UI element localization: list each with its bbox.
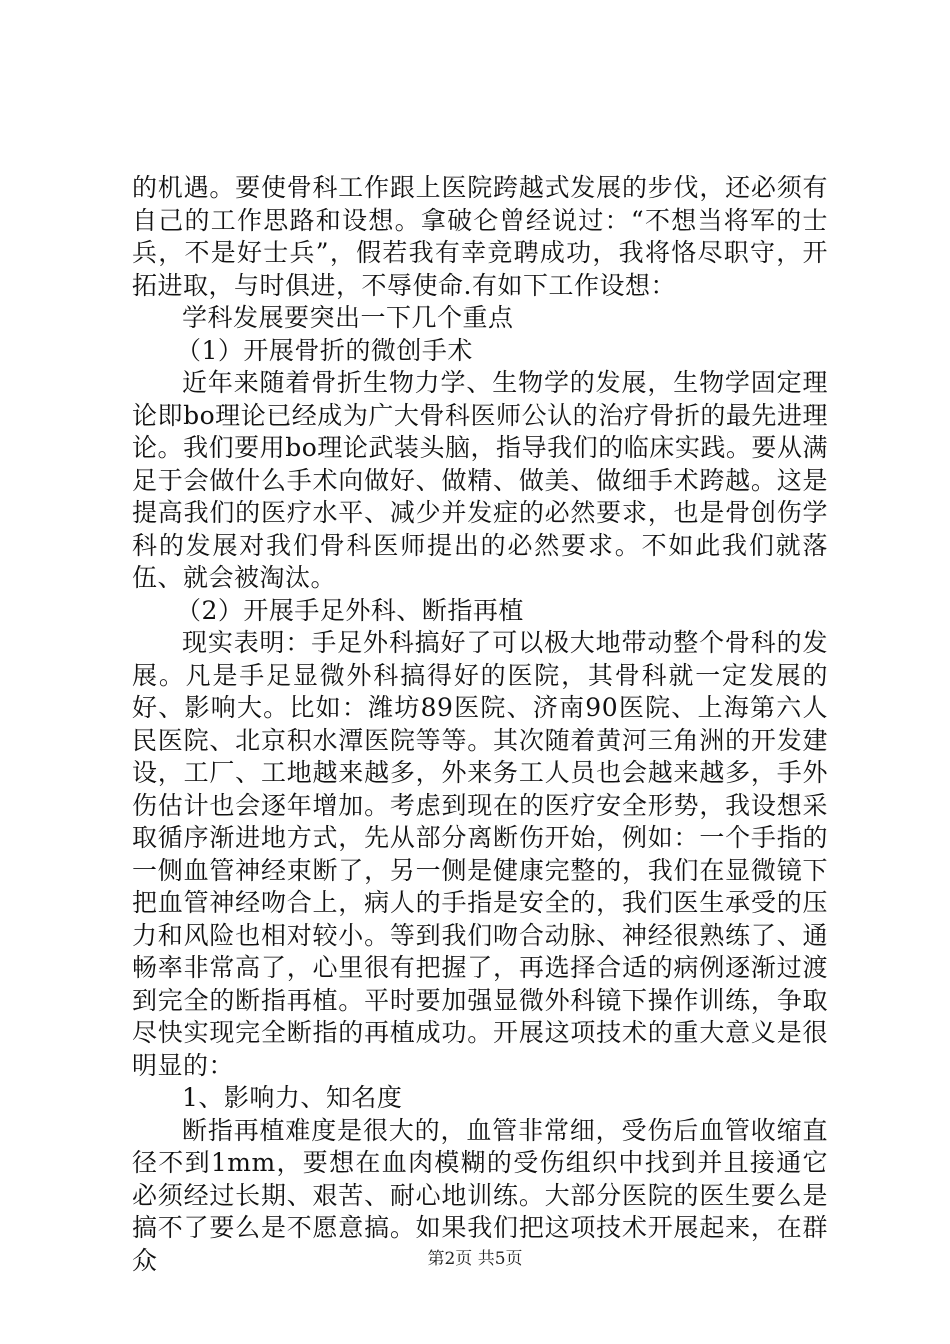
paragraph: 现实表明：手足外科搞好了可以极大地带动整个骨科的发展。凡是手足显微外科搞得好的医院，其骨科就一定发展的好、影响大。比如：潍坊89医院、济南90医院、上海第六人民医院、北京积水潭医院等等。其次随着黄河三角洲的开发建设，工厂、工地越来越多，外来务工人员也会越来越多，手外伤估计也会逐年增加。考虑到现在的医疗安全形势，我设想采取循序渐进地方式，先从部分离断伤开始，例如：一个手指的一侧血管神经束断了，另一侧是健康完整的，我们在显微镜下把血管神经吻合上，病人的手指是安全的，我们医生承受的压力和风险也相对较小。等到我们吻合动脉、神经很熟练了、通畅率非常高了，心里很有把握了，再选择合适的病例逐渐过渡到完全的断指再植。平时要加强显微外科镜下操作训练，争取尽快实现完全断指的再植成功。开展这项技术的重大意义是很明显的：	[132, 628, 828, 1080]
subsection-heading: （1）开展骨折的微创手术	[176, 335, 473, 365]
section-heading: 学科发展要突出一下几个重点	[182, 303, 514, 332]
list-heading: 1、影响力、知名度	[182, 1083, 403, 1112]
subsection-heading: （2）开展手足外科、断指再植	[176, 595, 524, 625]
paragraph: 近年来随着骨折生物力学、生物学的发展，生物学固定理论即bo理论已经成为广大骨科医师公认的治疗骨折的最先进理论。我们要用bo理论武装头脑，指导我们的临床实践。要从满足于会做什么手术向做好、做精、做美、做细手术跨越。这是提高我们的医疗水平、减少并发症的必然要求，也是骨创伤学科的发展对我们骨科医师提出的必然要求。不如此我们就落伍、就会被淘汰。	[132, 368, 828, 592]
paragraph-continuation: 的机遇。要使骨科工作跟上医院跨越式发展的步伐，还必须有自己的工作思路和设想。拿破仑曾经说过：“不想当将军的士兵，不是好士兵”，假若我有幸竞聘成功，我将恪尽职守，开拓进取，与时俱进，不辱使命.有如下工作设想：	[132, 173, 828, 300]
document-body	[132, 172, 828, 1277]
paragraph: 断指再植难度是很大的，血管非常细，受伤后血管收缩直径不到1mm，要想在血肉模糊的受伤组织中找到并且接通它必须经过长期、艰苦、耐心地训练。大部分医院的医生要么是搞不了要么是不愿意搞。如果我们把这项技术开展起来，在群众	[132, 1115, 828, 1275]
page-number-footer: 第2页 共5页	[427, 1249, 523, 1269]
